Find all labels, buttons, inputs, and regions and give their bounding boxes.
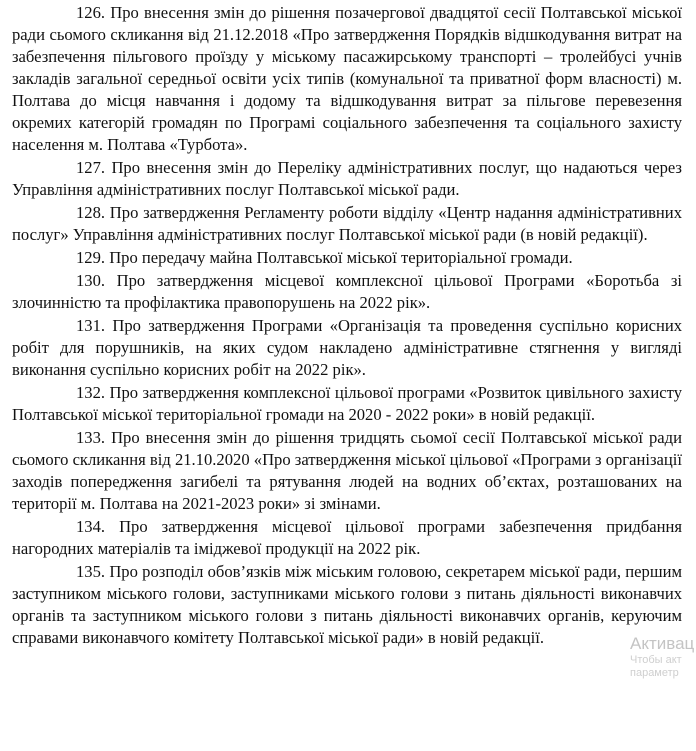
document-page (12, 2, 682, 650)
agenda-item-133: 133. Про внесення змін до рішення тридцять сьомої сесії Полтавської міської ради сьомого скликання від 21.10.2020 «Про затвердження міської цільової «Програми з організації заходів попередження загибелі та рятування людей на водних об’єктах, розташованих на території м. Полтава на 2021-2023 роки» зі змінами. (12, 428, 682, 513)
agenda-item-127: 127. Про внесення змін до Переліку адміністративних послуг, що надаються через Управління адміністративних послуг Полтавської міської ради. (12, 158, 682, 199)
watermark-line-2: параметр (630, 667, 679, 679)
watermark-line-1: Чтобы акт (630, 654, 682, 666)
agenda-item-129: 129. Про передачу майна Полтавської міської територіальної громади. (76, 248, 573, 267)
agenda-item-134: 134. Про затвердження місцевої цільової програми забезпечення придбання нагородних матеріалів та іміджевої продукції на 2022 рік. (12, 517, 682, 558)
agenda-item-130: 130. Про затвердження місцевої комплексної цільової Програми «Боротьба зі злочинністю та профілактика правопорушень на 2022 рік». (12, 271, 682, 312)
agenda-item-131: 131. Про затвердження Програми «Організація та проведення суспільно корисних робіт для порушників, на яких судом накладено адміністративне стягнення у вигляді виконання суспільно корисних робіт на 2022 рік». (12, 316, 682, 379)
agenda-item-126: 126. Про внесення змін до рішення позачергової двадцятої сесії Полтавської міської ради сьомого скликання від 21.12.2018 «Про затвердження Порядків відшкодування витрат на забезпечення пільгового проїзду у міському пасажирському транспорті – тролейбусі учнів закладів загальної середньої освіти усіх типів (комунальної та приватної форм власності) м. Полтава до місця навчання і додому та відшкодування витрат за пільгове перевезення окремих категорій громадян по Програмі соціального забезпечення та соціального захисту населення м. Полтава «Турбота». (12, 3, 682, 154)
watermark-title: Активац (630, 634, 695, 653)
agenda-item-135: 135. Про розподіл обов’язків між міським головою, секретарем міської ради, першим заступником міського голови, заступниками міського голови з питань діяльності виконавчих органів та заступником міського голови з питань діяльності виконавчих органів, керуючим справами виконавчого комітету Полтавської міської ради» в новій редакції. (12, 562, 682, 647)
agenda-item-132: 132. Про затвердження комплексної цільової програми «Розвиток цивільного захисту Полтавської міської територіальної громади на 2020 - 2022 роки» в новій редакції. (12, 383, 682, 424)
agenda-item-128: 128. Про затвердження Регламенту роботи відділу «Центр надання адміністративних послуг» Управління адміністративних послуг Полтавської міської ради (в новій редакції). (12, 203, 682, 244)
